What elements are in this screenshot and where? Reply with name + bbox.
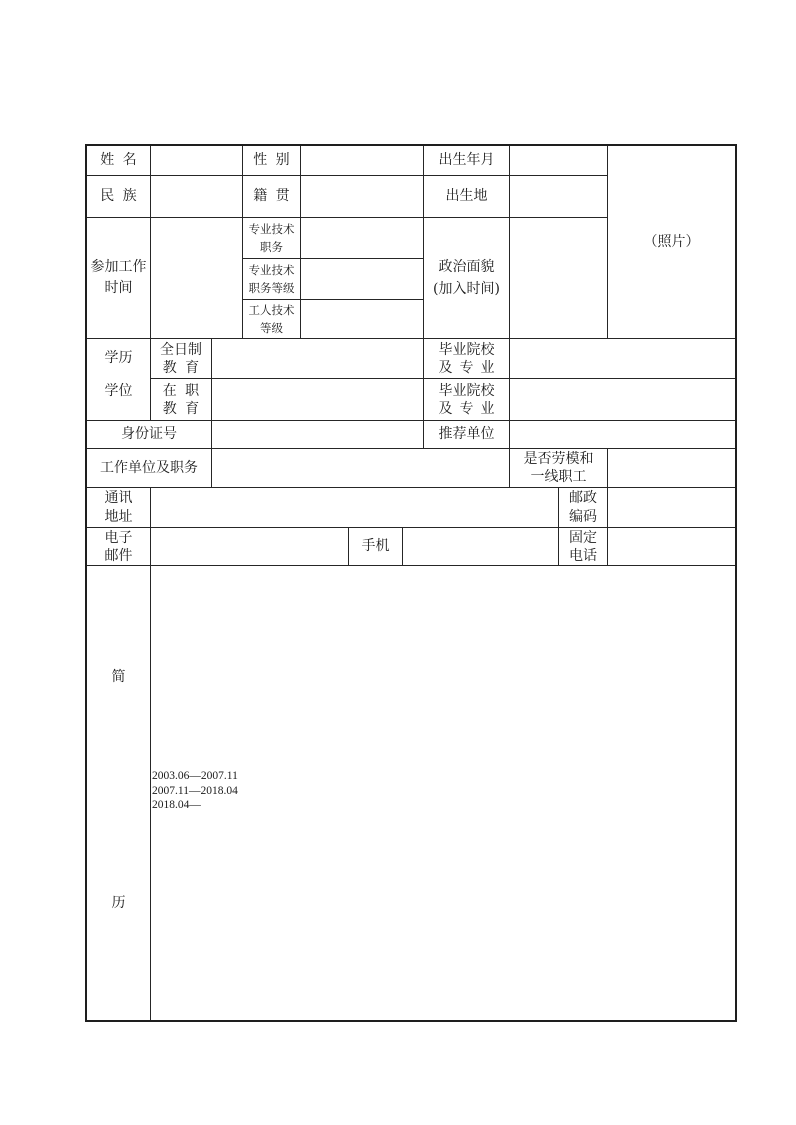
model-worker-label-line-2: 一线职工 <box>530 469 587 485</box>
native-place-label-cell <box>242 175 301 218</box>
worker-skill-label-cell <box>242 299 301 339</box>
in-service-school-value <box>509 378 736 421</box>
resume-entries <box>152 769 238 813</box>
mobile-label-cell <box>348 527 403 566</box>
employer-label: 工作单位及职务 <box>100 459 198 476</box>
postcode-label-cell <box>558 487 608 528</box>
pro-title-label-line-1: 专业技术 <box>248 222 295 236</box>
photo-cell <box>607 145 736 339</box>
full-time-school-label-line-2: 及 专 业 <box>438 359 495 376</box>
postcode-label-line-1: 邮政 <box>569 489 597 506</box>
full-time-school-value <box>509 338 736 379</box>
address-label-line-2: 地址 <box>104 508 133 525</box>
phone-label-line-2: 电话 <box>569 547 597 564</box>
email-label-cell <box>86 527 151 566</box>
work-start-label-cell <box>86 217 151 339</box>
gender-label-cell <box>242 145 301 176</box>
employer-value <box>211 448 510 488</box>
full-time-label-line-1: 全日制 <box>160 341 202 358</box>
address-value <box>150 487 559 528</box>
worker-skill-label-line-1: 工人技术 <box>248 303 295 317</box>
ethnicity-label-cell <box>86 175 151 218</box>
photo-label: （照片） <box>643 233 700 250</box>
recommender-label-cell <box>423 420 510 449</box>
resume-label-char-1: 简 <box>111 669 126 685</box>
gender-value <box>300 145 424 176</box>
work-start-label-line-2: 时间 <box>104 280 133 296</box>
email-value <box>150 527 349 566</box>
id-number-value <box>211 420 424 449</box>
birthplace-value <box>509 175 608 218</box>
resume-content-cell <box>150 565 736 1021</box>
in-service-school-label-line-2: 及 专 业 <box>438 400 495 417</box>
political-status-value <box>509 217 608 339</box>
political-status-label-cell <box>423 217 510 339</box>
mobile-label: 手机 <box>361 538 390 554</box>
native-place-label: 籍 贯 <box>253 188 290 204</box>
full-time-school-label-cell <box>423 338 510 379</box>
mobile-value <box>402 527 559 566</box>
full-time-label-line-2: 教 育 <box>162 359 200 376</box>
pro-title-level-label-cell <box>242 258 301 300</box>
full-time-school-label-line-1: 毕业院校 <box>438 341 495 358</box>
worker-skill-value <box>300 299 424 339</box>
resume-entry: 2007.11—2018.04 <box>152 784 238 797</box>
id-number-label: 身份证号 <box>121 426 177 442</box>
resume-entry: 2018.04— <box>152 799 201 811</box>
pro-title-value <box>300 217 424 259</box>
political-status-label-line-1: 政治面貌 <box>438 259 495 275</box>
in-service-label-line-2: 教 育 <box>162 400 200 417</box>
gender-label: 性 别 <box>253 152 290 168</box>
work-start-value <box>150 217 243 339</box>
birthplace-label-cell <box>423 175 510 218</box>
worker-skill-label-line-2: 等级 <box>260 321 283 335</box>
birth-date-value <box>509 145 608 176</box>
pro-title-label-line-2: 职务 <box>260 240 283 254</box>
full-time-value <box>211 338 424 379</box>
email-label-line-2: 邮件 <box>104 547 133 564</box>
resume-label-cell <box>86 565 151 1021</box>
pro-title-level-label-line-1: 专业技术 <box>248 263 295 277</box>
name-value <box>150 145 243 176</box>
address-label-line-1: 通讯 <box>104 489 133 506</box>
birth-date-label-cell <box>423 145 510 176</box>
birthplace-label: 出生地 <box>445 188 488 204</box>
postcode-value <box>607 487 736 528</box>
resume-label-char-2: 历 <box>111 895 126 911</box>
ethnicity-value <box>150 175 243 218</box>
name-label-cell <box>86 145 151 176</box>
recommender-label: 推荐单位 <box>438 426 495 442</box>
education-label-line-1: 学历 <box>104 349 133 366</box>
education-label-cell <box>86 338 151 421</box>
full-time-label-cell <box>150 338 212 379</box>
in-service-school-label-line-1: 毕业院校 <box>438 382 495 399</box>
postcode-label-line-2: 编码 <box>569 508 597 525</box>
political-status-label-line-2: (加入时间) <box>433 281 500 297</box>
email-label-line-1: 电子 <box>104 529 133 546</box>
education-label-line-2: 学位 <box>104 382 133 399</box>
pro-title-level-value <box>300 258 424 300</box>
work-start-label-line-1: 参加工作 <box>90 259 147 275</box>
recommender-value <box>509 420 736 449</box>
ethnicity-label: 民 族 <box>100 188 137 204</box>
model-worker-label-cell <box>509 448 608 488</box>
in-service-label-line-1: 在 职 <box>162 382 200 399</box>
in-service-school-label-cell <box>423 378 510 421</box>
phone-label-cell <box>558 527 608 566</box>
pro-title-label-cell <box>242 217 301 259</box>
model-worker-value <box>607 448 736 488</box>
name-label: 姓 名 <box>100 152 137 168</box>
native-place-value <box>300 175 424 218</box>
in-service-value <box>211 378 424 421</box>
address-label-cell <box>86 487 151 528</box>
in-service-label-cell <box>150 378 212 421</box>
employer-label-cell <box>86 448 212 488</box>
resume-entry: 2003.06—2007.11 <box>152 770 238 782</box>
birth-date-label: 出生年月 <box>438 152 495 168</box>
pro-title-level-label-line-2: 职务等级 <box>248 281 295 295</box>
model-worker-label-line-1: 是否劳模和 <box>523 451 594 467</box>
phone-value <box>607 527 736 566</box>
phone-label-line-1: 固定 <box>569 529 597 546</box>
id-number-label-cell <box>86 420 212 449</box>
